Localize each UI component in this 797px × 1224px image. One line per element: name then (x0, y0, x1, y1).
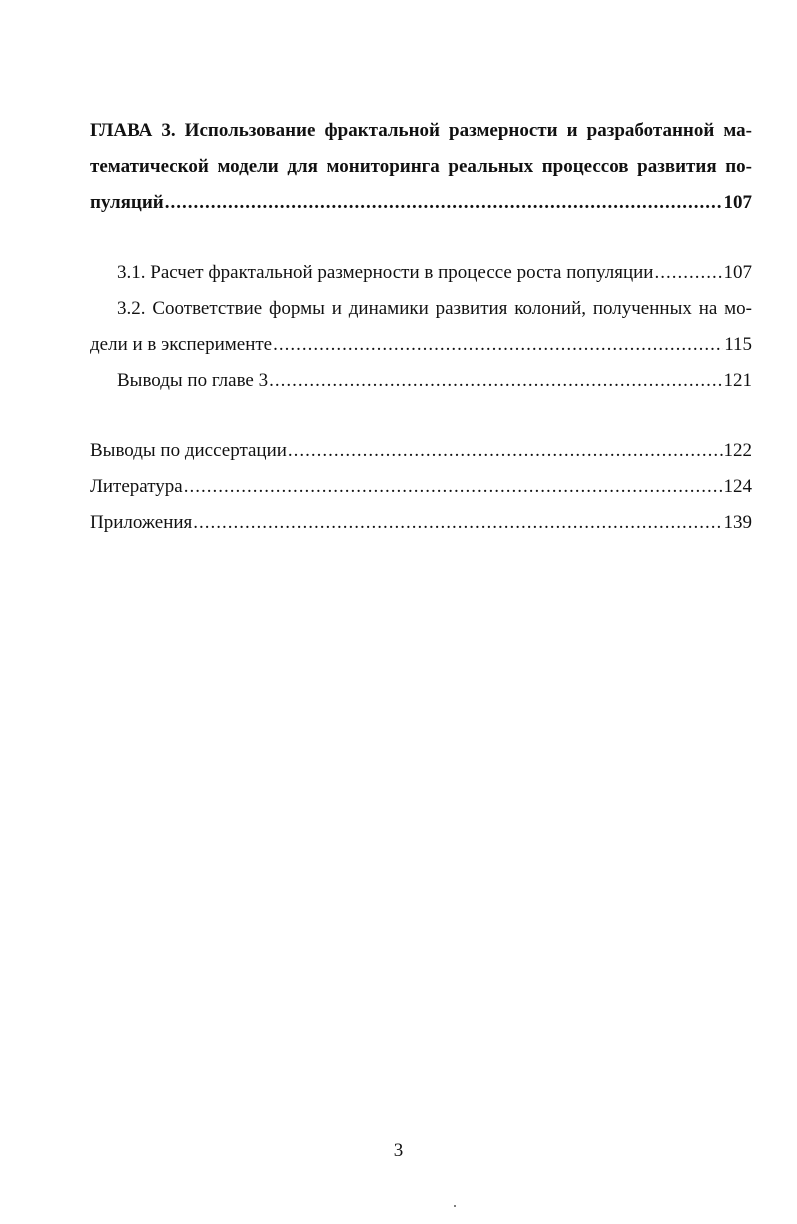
chapter-3-heading-text-1: ГЛАВА 3. Использование фрактальной размерности и разработанной ма- (90, 120, 752, 141)
toc-entry-section-3-2-line-1 (117, 290, 752, 328)
dot-leader (269, 362, 722, 400)
chapter-3-heading-line-3 (90, 184, 752, 222)
toc-entry-conclusions-chapter-3 (117, 362, 752, 400)
conclusions-chapter-3-page: 121 (723, 370, 752, 391)
section-3-2-page: 115 (724, 334, 752, 355)
dot-leader (288, 432, 723, 470)
dot-leader (273, 326, 723, 364)
chapter-3-heading-line-1 (90, 112, 752, 150)
section-3-1-title: 3.1. Расчет фрактальной размерности в процессе роста популяции (117, 262, 654, 283)
toc-entry-conclusions-dissertation (90, 432, 752, 470)
conclusions-chapter-3-title: Выводы по главе 3 (117, 370, 269, 391)
chapter-3-heading-line-2 (90, 148, 752, 186)
dot-leader (184, 468, 723, 506)
scan-speck (454, 1205, 456, 1207)
toc-entry-appendices (90, 504, 752, 542)
literature-page: 124 (723, 476, 752, 497)
dot-leader (165, 184, 723, 222)
chapter-3-heading-text-2: тематической модели для мониторинга реальных процессов развития по- (90, 156, 752, 177)
toc-entry-section-3-2-line-2 (90, 326, 752, 364)
toc-entry-literature (90, 468, 752, 506)
chapter-3-heading-text-3: пуляций (90, 192, 164, 213)
page-number: 3 (393, 1140, 404, 1161)
appendices-title: Приложения (90, 512, 193, 533)
dot-leader (193, 504, 722, 542)
section-3-2-title-2: дели и в эксперименте (90, 334, 273, 355)
dot-leader (654, 254, 722, 292)
conclusions-dissertation-title: Выводы по диссертации (90, 440, 287, 461)
toc-entry-section-3-1 (117, 254, 752, 292)
appendices-page: 139 (723, 512, 752, 533)
conclusions-dissertation-page: 122 (723, 440, 752, 461)
section-3-1-page: 107 (723, 262, 752, 283)
section-3-2-title-1: 3.2. Соответствие формы и динамики развития колоний, полученных на мо- (117, 298, 752, 319)
literature-title: Литература (90, 476, 183, 497)
chapter-3-page: 107 (723, 192, 752, 213)
